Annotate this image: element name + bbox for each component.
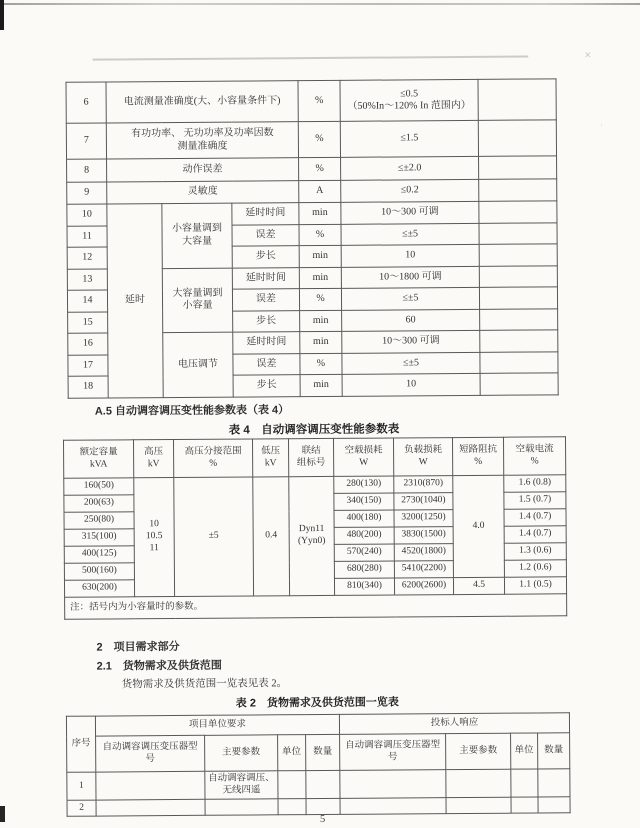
value: 10～300 可调 [342, 330, 480, 352]
table-row [64, 475, 566, 496]
row-number: 10 [67, 204, 107, 226]
value: ≤±2.0 [341, 156, 479, 180]
table-row [67, 769, 570, 801]
no-load-current: 1.1 (0.5) [504, 577, 566, 594]
param-name: 误差 [232, 289, 299, 311]
col-header-qty-left: 数量 [306, 734, 340, 770]
no-load-current: 1.2 (0.6) [504, 560, 566, 577]
page-number: 5 [319, 813, 326, 826]
supply-scope-table [66, 712, 571, 817]
qty-left [306, 770, 340, 798]
empty-cell [479, 179, 557, 202]
value: 10～300 可调 [341, 201, 479, 223]
unit: min [300, 331, 342, 353]
capacity: 315(100) [64, 529, 134, 546]
value: 10 [341, 244, 479, 266]
qty-left [306, 798, 340, 814]
table-note-row [65, 594, 567, 620]
unit-left [278, 771, 306, 799]
load-loss: 5410(2200) [394, 561, 453, 578]
empty-cell [479, 201, 557, 223]
value: ≤±5 [341, 287, 479, 309]
row-number: 7 [66, 123, 106, 159]
unit: min [299, 267, 341, 289]
row-number: 13 [67, 268, 107, 290]
col-header-unit-left: 单位 [278, 735, 306, 771]
row-number: 15 [68, 311, 108, 333]
row-number: 11 [67, 225, 107, 247]
no-load-loss: 680(280) [334, 561, 394, 578]
table-row [67, 156, 557, 182]
no-load-loss: 280(130) [334, 476, 394, 493]
load-loss: 2730(1040) [394, 493, 453, 510]
capacity: 500(160) [64, 563, 134, 580]
row-number: 9 [67, 182, 107, 204]
delay-category: 延时 [107, 204, 163, 398]
row-number: 8 [67, 159, 107, 182]
value: ≤0.5 （50%In～120% In 范围内） [340, 79, 478, 121]
empty-cell [479, 156, 557, 180]
capacity: 200(63) [64, 495, 134, 512]
no-load-loss: 340(150) [334, 493, 394, 510]
col-header-model-left: 自动调容调压变压器型号 [96, 735, 205, 772]
col-header-no-load-current: 空载电流 % [503, 437, 565, 475]
no-load-loss: 810(340) [334, 578, 394, 595]
unit-right [511, 769, 538, 797]
unit: min [299, 202, 341, 224]
col-header-model-right: 自动调容调压变压器型号 [340, 734, 446, 771]
params-right [446, 797, 511, 813]
value: ≤1.5 [340, 120, 478, 157]
empty-cell [480, 308, 558, 330]
empty-cell [479, 287, 557, 309]
hv-voltage: 10 10.5 11 [134, 478, 175, 597]
empty-cell [480, 330, 558, 352]
lv-voltage: 0.4 [253, 477, 290, 596]
model-left [96, 771, 205, 800]
param-name: 延时时间 [232, 203, 299, 225]
capacity: 250(80) [64, 512, 134, 529]
scan-artifact-line [92, 56, 528, 61]
model-right [340, 798, 446, 815]
value: 60 [342, 309, 480, 331]
table-header-row [63, 437, 565, 479]
row-number: 16 [68, 333, 108, 355]
unit: % [300, 353, 342, 375]
unit: min [299, 245, 341, 267]
group-label: 小容量调到 大容量 [162, 203, 232, 268]
no-load-current: 1.4 (0.7) [504, 509, 566, 526]
unit-right [511, 797, 538, 813]
empty-cell [480, 373, 558, 395]
row-number: 17 [68, 354, 108, 376]
row-number: 2 [67, 800, 96, 816]
load-loss: 3200(1250) [394, 510, 453, 527]
performance-spec-table [65, 78, 558, 398]
col-header-capacity: 额定容量 kVA [63, 440, 133, 478]
param-name: 误差 [232, 224, 299, 246]
value: 10 [342, 373, 480, 395]
qty-right [538, 769, 570, 797]
capacity: 630(200) [64, 580, 134, 597]
no-load-current: 1.4 (0.7) [504, 526, 566, 543]
row-number: 1 [67, 772, 96, 800]
col-header-qty-right: 数量 [538, 733, 570, 769]
value: ≤0.2 [341, 179, 479, 202]
tap-range: ±5 [174, 477, 254, 597]
table-row [66, 79, 556, 123]
unit: % [299, 157, 341, 180]
param-name: 步长 [233, 310, 300, 332]
capacity: 400(125) [64, 546, 134, 563]
params-left [205, 799, 278, 816]
value: ≤±5 [341, 223, 479, 245]
unit: A [299, 180, 341, 202]
empty-cell [479, 265, 557, 287]
table-subheader-row [67, 733, 570, 773]
table-note: 注：括号内为小容量时的参数。 [65, 594, 567, 620]
param-name: 延时时间 [233, 332, 300, 354]
col-header-serial: 序号 [66, 716, 95, 772]
row-number: 18 [68, 376, 108, 398]
no-load-loss: 400(180) [334, 510, 394, 527]
section-heading-2-1: 2.1 货物需求及供货范围 [96, 659, 222, 673]
empty-cell [479, 244, 557, 266]
col-header-load-loss: 负载损耗 W [393, 438, 452, 476]
impedance: 4.5 [453, 577, 504, 594]
no-load-current: 1.6 (0.8) [504, 475, 566, 492]
unit: % [298, 121, 340, 157]
param-name: 延时时间 [232, 267, 299, 289]
params-right [446, 769, 511, 797]
param-name: 步长 [233, 375, 300, 397]
empty-cell [479, 222, 557, 244]
col-header-hv: 高压 kV [133, 440, 173, 478]
scan-speck: · [600, 120, 603, 130]
no-load-current: 1.3 (0.6) [504, 543, 566, 560]
param-desc: 电流测量准确度(大、小容量条件下) [106, 81, 298, 123]
model-left [96, 799, 205, 816]
empty-cell [478, 79, 556, 121]
value: 10～1800 可调 [341, 266, 479, 288]
col-header-params-left: 主要参数 [205, 735, 278, 772]
col-header-tap-range: 高压分接范围 % [173, 439, 252, 478]
load-loss: 4520(1800) [394, 544, 453, 561]
row-number: 6 [66, 82, 106, 123]
group-header-bidder-response: 投标人响应 [339, 713, 569, 735]
load-loss: 3830(1500) [394, 527, 453, 544]
param-desc: 动作误差 [107, 158, 299, 182]
param-desc: 灵敏度 [107, 181, 299, 204]
table-row [66, 120, 556, 159]
col-header-unit-right: 单位 [511, 733, 538, 769]
col-header-lv: 低压 kV [252, 439, 288, 477]
unit: min [300, 374, 342, 396]
vector-group: Dyn11 (Yyn0) [289, 476, 335, 595]
empty-cell [480, 351, 558, 373]
empty-cell [478, 120, 556, 157]
capacity: 160(50) [64, 478, 134, 495]
section-body-text: 货物需求及供货范围一览表见表 2。 [121, 678, 288, 691]
model-right [340, 770, 446, 799]
unit: % [299, 288, 341, 310]
qty-right [538, 797, 570, 813]
load-loss: 2310(870) [394, 476, 453, 493]
col-header-impedance: 短路阻抗 % [452, 437, 503, 475]
transformer-parameter-table [63, 436, 567, 620]
row-number: 12 [67, 247, 107, 269]
table2-title: 表 2 货物需求及供货范围一览表 [235, 696, 399, 710]
section-heading-a5: A.5 自动调容调压变性能参数表（表 4） [94, 404, 290, 418]
unit-left [278, 799, 306, 815]
section-heading-2: 2 项目需求部分 [96, 640, 180, 654]
table4-title: 表 4 自动调容调压变性能参数表 [228, 423, 400, 437]
col-header-no-load-loss: 空载损耗 W [333, 438, 393, 476]
group-label: 电压调节 [163, 332, 233, 397]
unit: % [299, 224, 341, 246]
scan-speck: ✕ [584, 50, 592, 60]
col-header-params-right: 主要参数 [446, 733, 511, 769]
unit: % [298, 80, 340, 121]
params-left: 自动调容调压、 无线四遥 [205, 771, 278, 800]
impedance: 4.0 [453, 475, 505, 577]
no-load-loss: 570(240) [334, 544, 394, 561]
no-load-loss: 480(200) [334, 527, 394, 544]
group-label: 大容量调到 小容量 [162, 268, 232, 333]
param-desc: 有功功率、 无功功率及功率因数 测量准确度 [106, 122, 298, 159]
no-load-current: 1.5 (0.7) [504, 492, 566, 509]
col-header-vector-group: 联结 组标号 [288, 438, 333, 476]
param-name: 步长 [232, 246, 299, 268]
unit: min [300, 310, 342, 332]
value: ≤±5 [342, 352, 480, 374]
param-name: 误差 [233, 353, 300, 375]
group-header-requirements: 项目单位要求 [95, 714, 339, 736]
load-loss: 6200(2600) [394, 578, 453, 595]
row-number: 14 [67, 290, 107, 312]
